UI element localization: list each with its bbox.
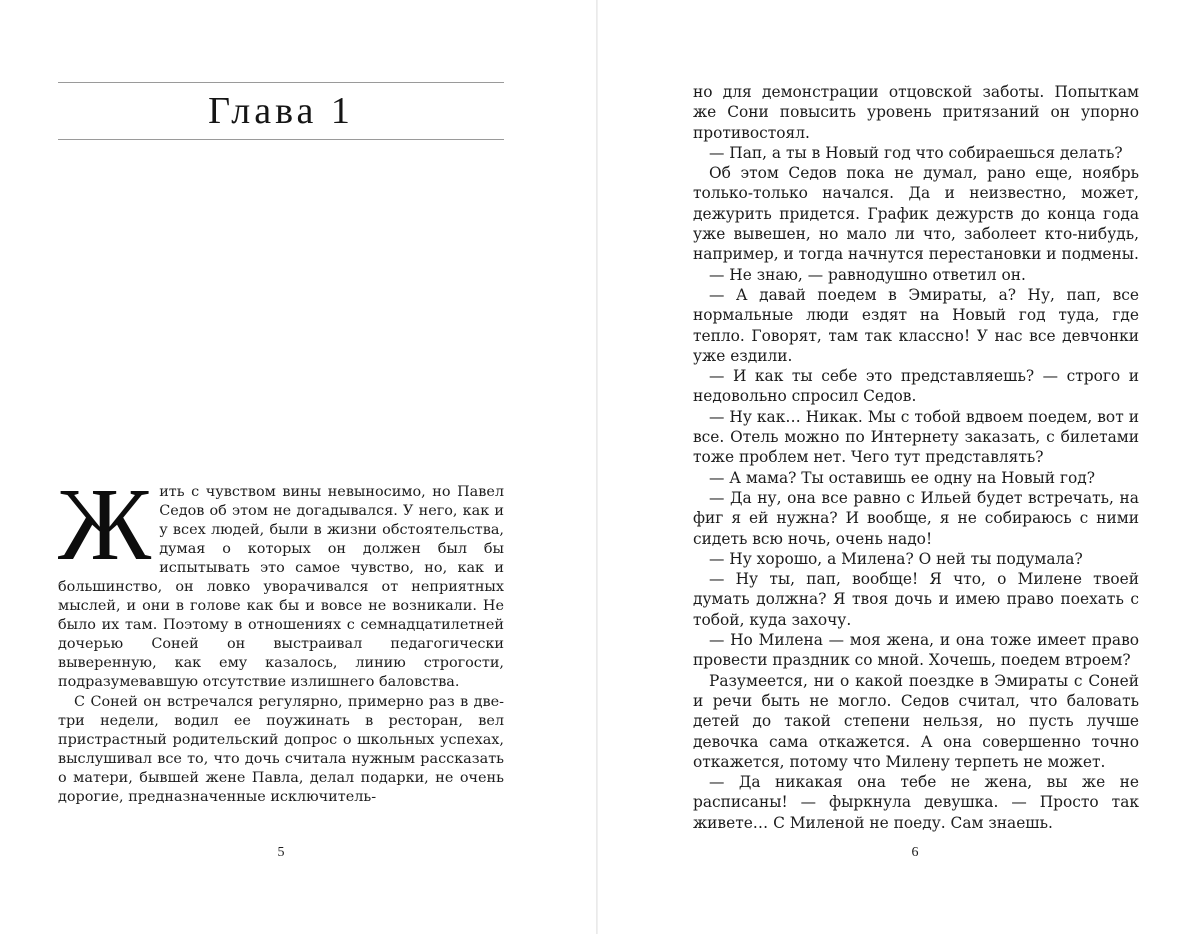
dialogue-paragraph: — Не знаю, — равнодушно ответил он. <box>709 265 1026 284</box>
dialogue-paragraph: — Ну как… Никак. Мы с тобой вдвоем поедем, вот и все. Отель можно по Интернету заказать, с билетами тоже проблем нет. Чего тут представлять? <box>693 407 1139 467</box>
dialogue-paragraph: — Ну ты, пап, вообще! Я что, о Милене твоей думать должна? Я твоя дочь и имею право поехать с тобой, куда захочу. <box>693 570 1139 629</box>
dialogue-paragraph: — А давай поедем в Эмираты, а? Ну, пап, все нормальные люди ездят на Новый год туда, где тепло. Говорят, там так классно! У нас все девчонки уже ездили. <box>693 285 1139 365</box>
chapter-rule-top <box>58 82 504 83</box>
body-paragraph: Об этом Седов пока не думал, рано еще, ноябрь только-только начался. Да и неизвестно, может, дежурить придется. График дежурств до конца года уже вывешен, но мало ли что, заболеет кто-нибудь, например, и тогда начнутся перестановки и подмены. <box>693 164 1139 264</box>
dialogue-paragraph: — А мама? Ты оставишь ее одну на Новый год? <box>709 468 1095 487</box>
left-page-body <box>58 467 504 807</box>
dialogue-paragraph: — Ну хорошо, а Милена? О ней ты подумала? <box>709 549 1083 568</box>
chapter-title: Глава 1 <box>208 90 354 132</box>
dialogue-paragraph: — Пап, а ты в Новый год что собираешься делать? <box>709 143 1123 162</box>
opening-paragraph <box>58 467 504 693</box>
dialogue-paragraph: — Но Милена — моя жена, и она тоже имеет право провести праздник со мной. Хочешь, поедем втроем? <box>693 631 1139 670</box>
dialogue-paragraph: — Да ну, она все равно с Ильей будет встречать, на фиг я ей нужна? И вообще, я не собираюсь с ними сидеть всю ночь, очень надо! <box>693 488 1139 548</box>
chapter-rule-bottom <box>58 139 504 140</box>
body-paragraph: С Соней он встречался регулярно, примерно раз в две-три недели, водил ее поужинать в ресторан, вел пристрастный родительский допрос о школьных успехах, выслушивал все то, что дочь считала нужным рассказать о матери, бывшей жене Павла, делал подарки, не очень дорогие, предназначенные исключитель- <box>58 693 504 805</box>
drop-cap: Ж <box>58 467 152 582</box>
page-number-right: 6 <box>911 845 919 860</box>
body-paragraph: Разумеется, ни о какой поездке в Эмираты с Соней и речи быть не могло. Седов считал, что баловать детей до такой степени нельзя, но пусть лучше девочка сама откажется. А она совершенно точно откажется, потому что Милену терпеть не может. <box>693 671 1139 771</box>
continued-paragraph: но для демонстрации отцовской заботы. Попыткам же Сони повысить уровень притязаний он упорно противостоял. <box>693 83 1139 142</box>
right-page-body <box>693 82 1139 833</box>
opening-paragraph-text: ить с чувством вины невыносимо, но Павел Седов об этом не догадывался. У него, как и у всех людей, были в жизни обстоятельства, думая о которых он должен был бы испытывать это самое чувство, но, как и большинство, он ловко уворачивался от неприятных мыслей, и они в голове как бы и вовсе не возникали. Не было их там. Поэтому в отношениях с семнадцатилетней дочерью Соней он выстраивал педагогически выверенную, как ему казалось, линию строгости, подразумевавшую отсутствие излишнего баловства. <box>58 484 504 691</box>
dialogue-paragraph: — И как ты себе это представляешь? — строго и недовольно спросил Седов. <box>693 367 1139 406</box>
page-number-left: 5 <box>277 845 285 860</box>
right-page <box>597 0 1194 934</box>
dialogue-paragraph: — Да никакая она тебе не жена, вы же не расписаны! — фыркнула девушка. — Просто так живете… С Миленой не поеду. Сам знаешь. <box>693 773 1139 832</box>
